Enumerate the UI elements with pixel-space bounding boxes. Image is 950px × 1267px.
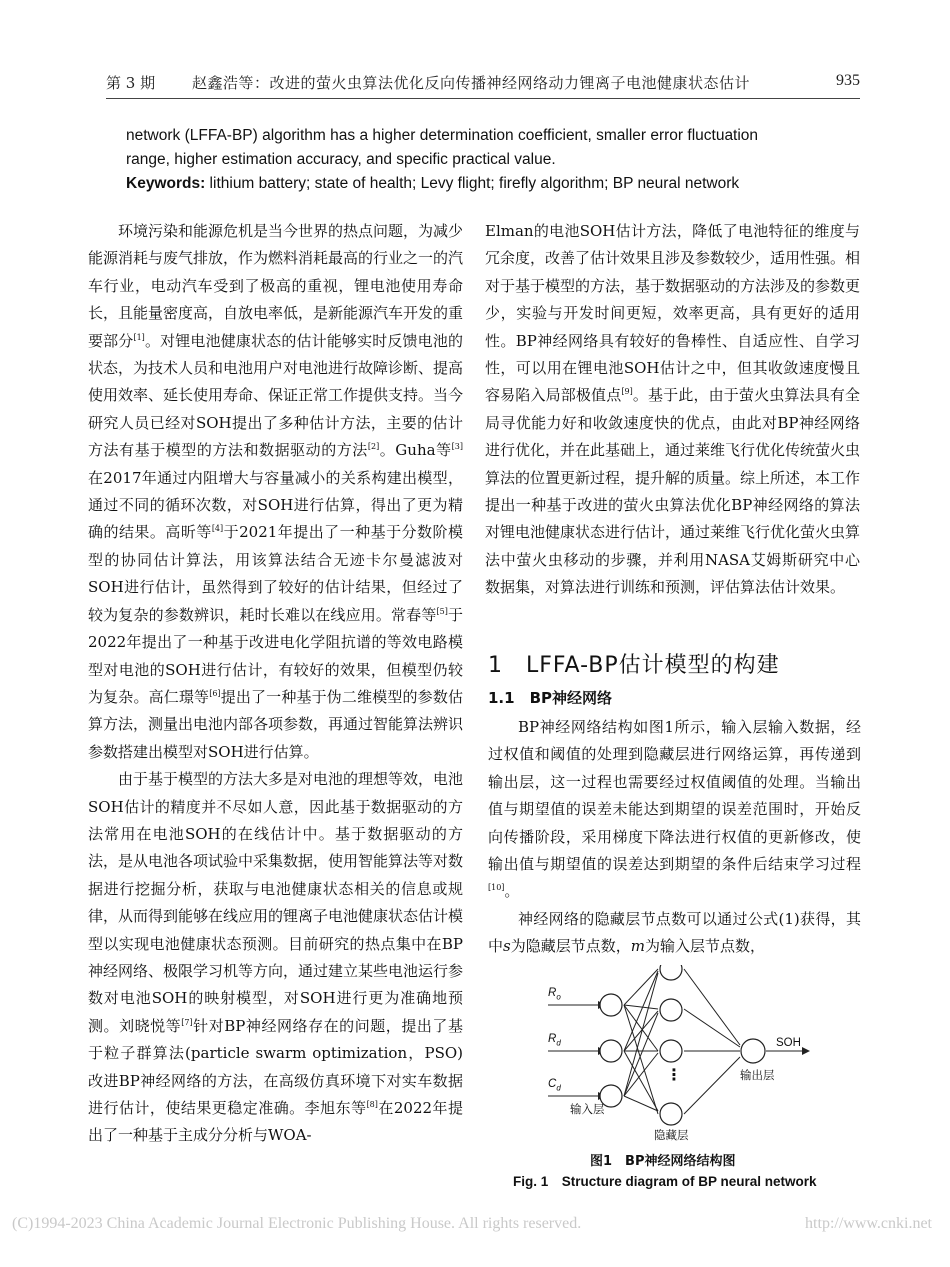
issue-number: 第 3 期 — [106, 74, 156, 92]
abstract-line-1: network (LFFA-BP) algorithm has a higher determination coefficient, smaller error fluctuation — [126, 127, 759, 144]
keywords — [126, 172, 836, 196]
citation-1[interactable]: [1] — [133, 332, 145, 342]
citation-7[interactable]: [7] — [181, 1017, 193, 1027]
keywords-label: Keywords: — [126, 175, 206, 192]
right-column-body — [488, 714, 861, 961]
input-neuron — [600, 1040, 622, 1062]
copyright-notice: (C)1994-2023 China Academic Journal Electronic Publishing House. All rights reserved. — [12, 1215, 582, 1232]
intro-paragraph-1: 环境污染和能源危机是当今世界的热点问题，为减少能源消耗与废气排放，作为燃料消耗最高的行业之一的汽车行业，电动汽车受到了极高的重视，锂电池使用寿命长，且能量密度高，自放电率低，是新能源汽车开发的重要部分[1]。对锂电池健康状态的估计能够实时反馈电池的状态，为技术人员和电池用户对电池进行故障诊断、提高使用效率、延长使用寿命、保证正常工作提供支持。当今研究人员已经对SOH提出了多种估计方法，主要的估计方法有基于模型的方法和数据驱动的方法[2]。Guha等[3]在2017年通过内阻增大与容量减小的关系构建出模型，通过不同的循环次数，对SOH进行估算，得出了更为精确的结果。高昕等[4]于2021年提出了一种基于分数阶模型的协同估计算法，用该算法结合无迹卡尔曼滤波对SOH进行估计，虽然得到了较好的估计结果，但经过了较为复杂的参数辨识，耗时长难以在线应用。常春等[5]于2022年提出了一种基于改进电化学阻抗谱的等效电路模型对电池的SOH进行估计，有较好的效果，但模型仍较为复杂。高仁璟等[6]提出了一种基于伪二维模型的参数估算方法，测量出电池内部各项参数，再通过智能算法辨识参数搭建出模型对SOH进行估算。 — [88, 222, 464, 761]
ellipsis-icon: ⋮ — [666, 1065, 682, 1084]
right-column-top — [485, 218, 860, 602]
hidden-neuron — [660, 1040, 682, 1062]
citation-9[interactable]: [9] — [621, 387, 633, 397]
intro-paragraph-2-cont: Elman的电池SOH估计方法，降低了电池特征的维度与冗余度，改善了估计效果且涉及参数较少，适用性强。相对于基于模型的方法，基于数据驱动的方法涉及的参数更少，实验与开发时间更短，效率更高，具有更好的适用性。BP神经网络具有较好的鲁棒性、自适应性、自学习性，可以用在锂电池SOH估计之中，但其收敛速度慢且容易陷入局部极值点[9]。基于此，由于萤火虫算法具有全局寻优能力好和收敛速度快的优点，由此对BP神经网络进行优化，并在此基础上，通过莱维飞行优化传统萤火虫算法的位置更新过程，提升解的质量。综上所述，本工作提出一种基于改进的萤火虫算法优化BP神经网络的算法对锂电池健康状态进行估计，通过莱维飞行优化萤火虫算法中萤火虫移动的步骤，并利用NASA艾姆斯研究中心数据集，对算法进行训练和预测，评估算法估计效果。 — [485, 222, 861, 597]
citation-2[interactable]: [2] — [367, 442, 380, 452]
output-soh-label: SOH — [776, 1037, 801, 1049]
bp-paragraph-2: 神经网络的隐藏层节点数可以通过公式(1)获得，其中s为隐藏层节点数，m为输入层节点数， — [488, 909, 861, 956]
input-layer-label: 输入层 — [570, 1102, 605, 1116]
footer — [0, 1215, 950, 1245]
citation-6[interactable]: [6] — [209, 688, 221, 698]
left-column — [88, 218, 463, 1150]
neurons — [600, 965, 765, 1125]
output-layer-label: 输出层 — [740, 1068, 775, 1082]
running-title: 赵鑫浩等：改进的萤火虫算法优化反向传播神经网络动力锂离子电池健康状态估计 — [192, 74, 751, 92]
output-neuron — [741, 1039, 765, 1063]
hidden-layer-label: 隐藏层 — [654, 1128, 689, 1142]
page-number: 935 — [836, 72, 860, 89]
site-url[interactable]: http://www.cnki.net — [805, 1215, 932, 1232]
hidden-neuron — [660, 965, 682, 980]
bp-network-figure — [540, 965, 830, 1145]
figure-caption-en: Fig. 1 Structure diagram of BP neural network — [513, 1174, 817, 1189]
abstract-continuation — [126, 124, 836, 196]
citation-5[interactable]: [5] — [436, 606, 448, 616]
input-label-ro: $R_o$ — [548, 987, 561, 1002]
subsection-heading: 1.1 BP神经网络 — [488, 689, 612, 707]
abstract-line-2: range, higher estimation accuracy, and specific practical value. — [126, 151, 556, 168]
bp-paragraph-1: BP神经网络结构如图1所示，输入层输入数据，经过权值和阈值的处理到隐藏层进行网络运算，再传递到输出层，这一过程也需要经过权值阈值的处理。当输出值与期望值的误差未能达到期望的误差范围时，开始反向传播阶段，采用梯度下降法进行权值的更新修改，使输出值与期望值的误差达到期望的条件后结束学习过程[10]。 — [488, 718, 861, 901]
section-heading: 1 LFFA-BP估计模型的构建 — [488, 653, 780, 678]
input-label-rd: $R_d$ — [548, 1033, 561, 1048]
figure-caption-cn: 图1 BP神经网络结构图 — [590, 1154, 736, 1169]
citation-3[interactable]: [3] — [451, 442, 463, 452]
intro-paragraph-2: 由于基于模型的方法大多是对电池的理想等效，电池SOH估计的精度并不尽如人意，因此基于数据驱动的方法常用在电池SOH的在线估计中。基于数据驱动的方法，是从电池各项试验中采集数据，使用智能算法等对数据进行挖掘分析，获取与电池健康状态相关的信息或规律，从而得到能够在线应用的锂离子电池健康状态估计模型以实现电池健康状态预测。目前研究的热点集中在BP神经网络、极限学习机等方向，通过建立某些电池运行参数对电池SOH的映射模型，对SOH进行更为准确地预测。刘晓悦等[7]针对BP神经网络存在的问题，提出了基于粒子群算法(particle swarm optimization，PSO)改进BP神经网络的方法，在高级仿真环境下对实车数据进行估计，使结果更稳定准确。李旭东等[8]在2022年提出了一种基于主成分分析与WOA- — [88, 770, 464, 1145]
input-label-cd: $C_d$ — [548, 1078, 561, 1093]
hidden-neuron — [660, 1103, 682, 1125]
running-header — [106, 72, 860, 99]
network-diagram — [540, 965, 830, 1145]
citation-8[interactable]: [8] — [366, 1100, 378, 1109]
hidden-neuron — [660, 999, 682, 1021]
citation-10[interactable]: [10] — [488, 883, 505, 893]
keywords-text: lithium battery; state of health; Levy flight; firefly algorithm; BP neural network — [205, 175, 740, 192]
citation-4[interactable]: [4] — [211, 524, 224, 534]
input-neuron — [600, 994, 622, 1016]
